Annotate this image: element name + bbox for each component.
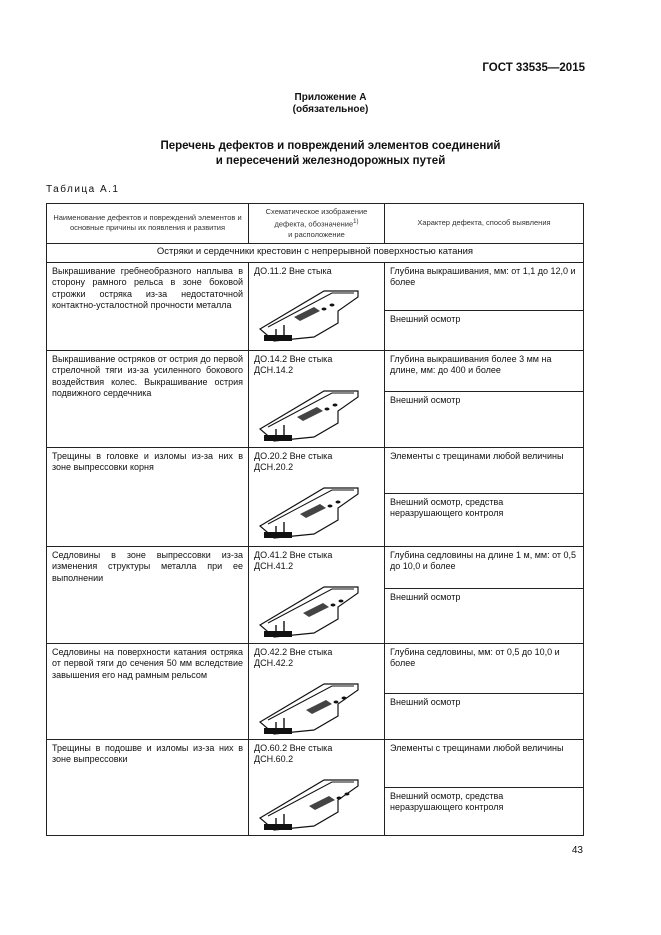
defect-code [249, 546, 385, 643]
defect-code [249, 350, 385, 447]
defect-name: Трещины в головке и изломы из-за них в зоне выпрессовки корня [47, 447, 249, 546]
column-header-scheme: Схематическое изображение дефекта, обозначение$^{1)}$ и расположение [249, 204, 385, 244]
table-caption: Таблица А.1 [46, 184, 120, 195]
document-title-line-1: Перечень дефектов и повреждений элементов соединений [160, 140, 501, 152]
defect-code-secondary: ДСН.60.2 [254, 754, 294, 764]
appendix-title: Приложение А [294, 92, 367, 103]
defect-name: Трещины в подошве и изломы из-за них в зоне выпрессовки [47, 739, 249, 835]
detection-method: Внешний осмотр [385, 310, 584, 350]
defect-code-primary: ДО.42.2 Вне стыка [254, 646, 333, 657]
defect-code-secondary: ДСН.42.2 [254, 658, 294, 668]
table-row [47, 447, 584, 493]
table-row [47, 643, 584, 694]
defect-code [249, 262, 385, 350]
table-row [47, 262, 584, 310]
rail-defect-sketch [254, 383, 364, 443]
defect-code-primary: ДО.11.2 Вне стыка [254, 265, 332, 276]
defect-code-primary: ДО.60.2 Вне стыка [254, 742, 333, 753]
rail-defect-sketch [254, 676, 364, 736]
defect-name: Выкрашивание остряков от острия до первой стрелочной тяги из-за усиленного бокового воздействия колес. Выкрашивание острия подвижного сердечника [47, 350, 249, 447]
defect-code [249, 643, 385, 739]
defect-character: Глубина седловины на длине 1 м, мм: от 0,5 до 10,0 и более [385, 546, 584, 588]
table-row [47, 350, 584, 391]
table-header-row [47, 204, 584, 244]
section-row [47, 243, 584, 262]
defect-name: Седловины на поверхности катания остряка от первой тяги до сечения 50 мм вследствие завышения его над рамным рельсом [47, 643, 249, 739]
defect-character: Элементы с трещинами любой величины [385, 739, 584, 787]
standard-number: ГОСТ 33535—2015 [482, 62, 585, 74]
page-number: 43 [571, 845, 583, 856]
defects-table [46, 203, 584, 836]
defect-character: Элементы с трещинами любой величины [385, 447, 584, 493]
detection-method: Внешний осмотр, средства неразрушающего контроля [385, 493, 584, 546]
detection-method: Внешний осмотр [385, 694, 584, 739]
defect-code [249, 447, 385, 546]
document-title [0, 139, 661, 169]
defect-character: Глубина выкрашивания, мм: от 1,1 до 12,0 и более [385, 262, 584, 310]
column-header-name: Наименование дефектов и повреждений элементов и основные причины их появления и развития [47, 204, 249, 244]
section-label: Остряки и сердечники крестовин с непрерывной поверхностью катания [47, 243, 584, 262]
table-row [47, 739, 584, 787]
defect-code [249, 739, 385, 835]
defect-name: Седловины в зоне выпрессовки из-за изменения структуры металла при ее выполнении [47, 546, 249, 643]
defect-character: Глубина седловины, мм: от 0,5 до 10,0 и более [385, 643, 584, 694]
defect-code-primary: ДО.20.2 Вне стыка [254, 450, 333, 461]
detection-method: Внешний осмотр, средства неразрушающего контроля [385, 787, 584, 835]
defect-code-secondary: ДСН.20.2 [254, 462, 294, 472]
defect-code-primary: ДО.14.2 Вне стыка [254, 353, 333, 364]
defect-character: Глубина выкрашивания более 3 мм на длине, мм: до 400 и более [385, 350, 584, 391]
defect-code-secondary: ДСН.41.2 [254, 561, 294, 571]
appendix-subtitle: (обязательное) [292, 104, 369, 115]
detection-method: Внешний осмотр [385, 588, 584, 643]
defect-name: Выкрашивание гребнеобразного наплыва в сторону рамного рельса в зоне боковой строжки остряка из-за недостаточной контактно-усталостной прочности металла [47, 262, 249, 350]
detection-method: Внешний осмотр [385, 391, 584, 447]
table-row [47, 546, 584, 588]
rail-defect-sketch [254, 283, 364, 343]
rail-defect-sketch [254, 480, 364, 540]
appendix-heading [0, 92, 661, 115]
document-title-line-2: и пересечений железнодорожных путей [215, 155, 446, 167]
column-header-character: Характер дефекта, способ выявления [385, 204, 584, 244]
defect-code-secondary: ДСН.14.2 [254, 365, 294, 375]
rail-defect-sketch [254, 772, 364, 832]
defect-code-primary: ДО.41.2 Вне стыка [254, 549, 333, 560]
rail-defect-sketch [254, 579, 364, 639]
